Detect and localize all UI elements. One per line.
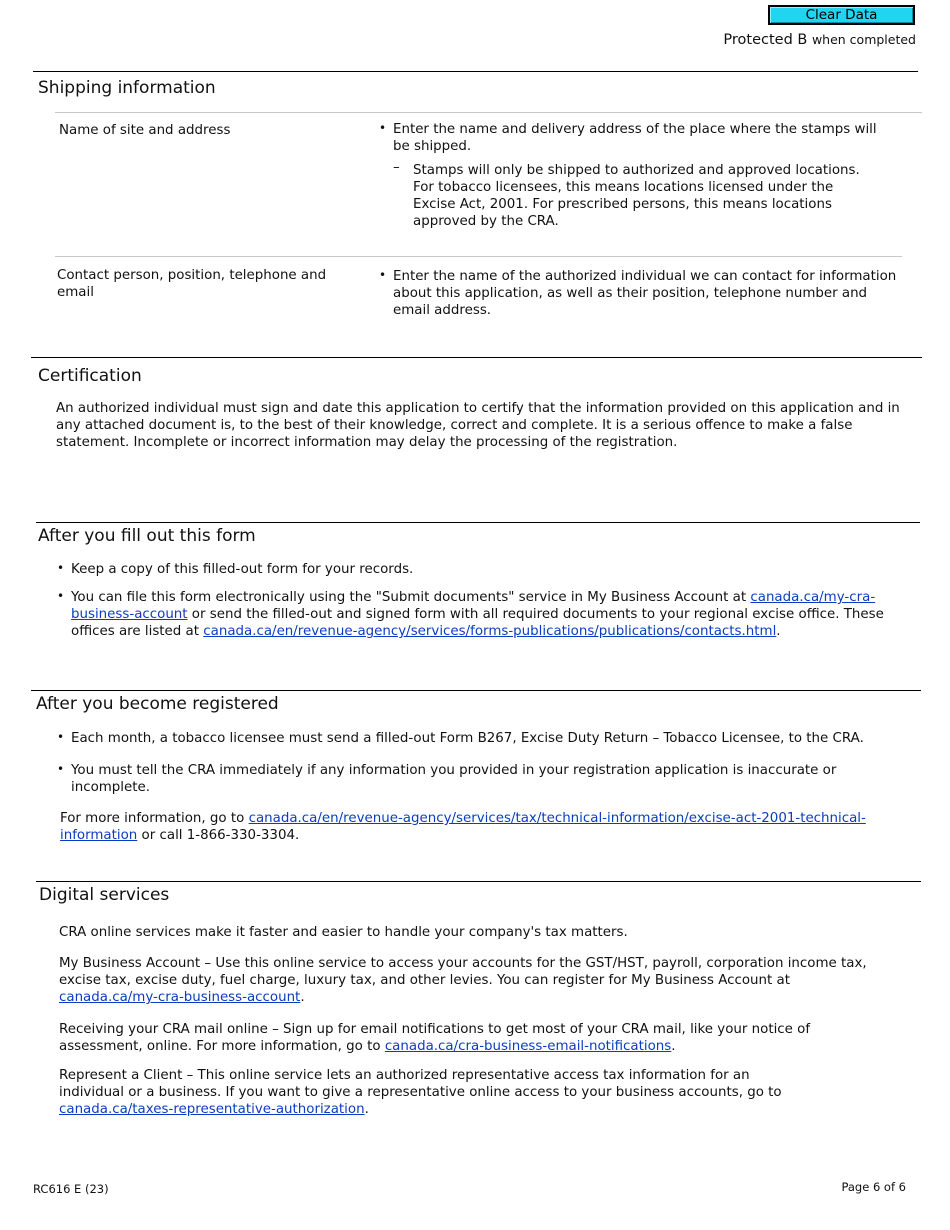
after-fill-bullet-2c: . xyxy=(776,624,781,639)
site-address-instructions xyxy=(379,121,891,230)
section-divider xyxy=(36,881,921,882)
section-divider xyxy=(31,690,921,691)
form-id: RC616 E (23) xyxy=(33,1182,109,1196)
my-business-account-text xyxy=(59,955,889,1006)
represent-client-text xyxy=(59,1067,794,1118)
rep-suffix: . xyxy=(364,1102,369,1117)
representative-authorization-link[interactable]: canada.ca/taxes-representative-authorization xyxy=(59,1102,365,1117)
more-info-prefix: For more information, go to xyxy=(60,811,249,826)
mba-suffix: . xyxy=(300,990,305,1005)
email-notifications-link[interactable]: canada.ca/cra-business-email-notifications xyxy=(384,1039,672,1054)
section-divider xyxy=(31,357,922,358)
site-address-label: Name of site and address xyxy=(59,123,231,138)
mail-text: Receiving your CRA mail online – Sign up for email notifications to get most of your CRA mail, like your notice of assessment, online. For more information, go to xyxy=(59,1022,811,1054)
row-divider xyxy=(55,112,922,113)
contact-person-bullet: Enter the name of the authorized individual we can contact for information about this application, as well as their position, telephone number and email address. xyxy=(393,269,897,318)
digital-services-title: Digital services xyxy=(39,885,170,905)
after-fill-bullet-1: Keep a copy of this filled-out form for your records. xyxy=(71,562,414,577)
list-item xyxy=(57,762,907,796)
clear-data-button[interactable]: Clear Data xyxy=(768,5,915,25)
after-registered-title: After you become registered xyxy=(36,694,279,714)
contact-person-instructions xyxy=(379,268,904,319)
list-item xyxy=(379,268,904,319)
certification-text: An authorized individual must sign and date this application to certify that the information provided on this application and in any attached document is, to the best of their knowledge, correct and complete. It is a serious offence to make a false statement. Incomplete or incorrect information may delay the processing of the registration. xyxy=(56,401,900,450)
site-address-subitem xyxy=(393,162,891,230)
contact-person-label: Contact person, position, telephone and email xyxy=(57,268,327,300)
after-registered-bullet-2: You must tell the CRA immediately if any information you provided in your registration application is inaccurate or incomplete. xyxy=(71,763,837,795)
after-fill-bullet-2a: You can file this form electronically using the "Submit documents" service in My Business Account at xyxy=(71,590,751,605)
list-item xyxy=(379,121,891,230)
section-divider xyxy=(33,71,918,72)
section-divider xyxy=(36,522,920,523)
digital-intro: CRA online services make it faster and easier to handle your company's tax matters. xyxy=(59,925,628,940)
list-item xyxy=(57,561,887,578)
shipping-title: Shipping information xyxy=(38,78,216,98)
cra-mail-online-text xyxy=(59,1021,874,1055)
after-registered-bullet-1: Each month, a tobacco licensee must send a filled-out Form B267, Excise Duty Return – Tobacco Licensee, to the CRA. xyxy=(71,731,864,746)
protected-label: Protected B xyxy=(723,32,808,48)
mba-link[interactable]: canada.ca/my-cra-business-account xyxy=(59,990,301,1005)
my-business-account-link[interactable]: canada.ca/my-cra-business-account xyxy=(71,590,876,622)
certification-title: Certification xyxy=(38,366,142,386)
protected-b-label xyxy=(723,31,916,49)
more-info-suffix: or call 1-866-330-3304. xyxy=(137,828,300,843)
mail-suffix: . xyxy=(671,1039,676,1054)
excise-act-info-link[interactable]: canada.ca/en/revenue-agency/services/tax/technical-information/excise-act-2001-technical-information xyxy=(60,811,866,843)
after-fill-list xyxy=(57,561,887,640)
mba-text: My Business Account – Use this online service to access your accounts for the GST/HST, payroll, corporation income tax, excise tax, excise duty, fuel charge, luxury tax, and other levies. You can register for My Business Account at xyxy=(59,956,867,988)
after-fill-title: After you fill out this form xyxy=(38,526,256,546)
list-item xyxy=(57,730,907,747)
more-information-text xyxy=(60,810,870,844)
rep-text: Represent a Client – This online service lets an authorized representative access tax information for an individual or a business. If you want to give a representative online access to your business accounts, go to xyxy=(59,1068,782,1100)
page-number: Page 6 of 6 xyxy=(841,1180,906,1194)
list-item xyxy=(57,589,887,640)
after-fill-bullet-2b: or send the filled-out and signed form with all required documents to your regional excise office. These offices are listed at xyxy=(71,607,884,639)
protected-suffix: when completed xyxy=(811,32,916,47)
site-address-bullet: Enter the name and delivery address of the place where the stamps will be shipped. xyxy=(393,122,877,154)
contacts-link[interactable]: canada.ca/en/revenue-agency/services/forms-publications/publications/contacts.html xyxy=(203,624,777,639)
site-address-subitem-text: Stamps will only be shipped to authorized and approved locations. For tobacco licensees, this means locations licensed under the Excise Act, 2001. For prescribed persons, this means locations approved by the CRA. xyxy=(413,163,860,229)
row-divider xyxy=(55,256,902,257)
after-registered-list xyxy=(57,730,907,796)
